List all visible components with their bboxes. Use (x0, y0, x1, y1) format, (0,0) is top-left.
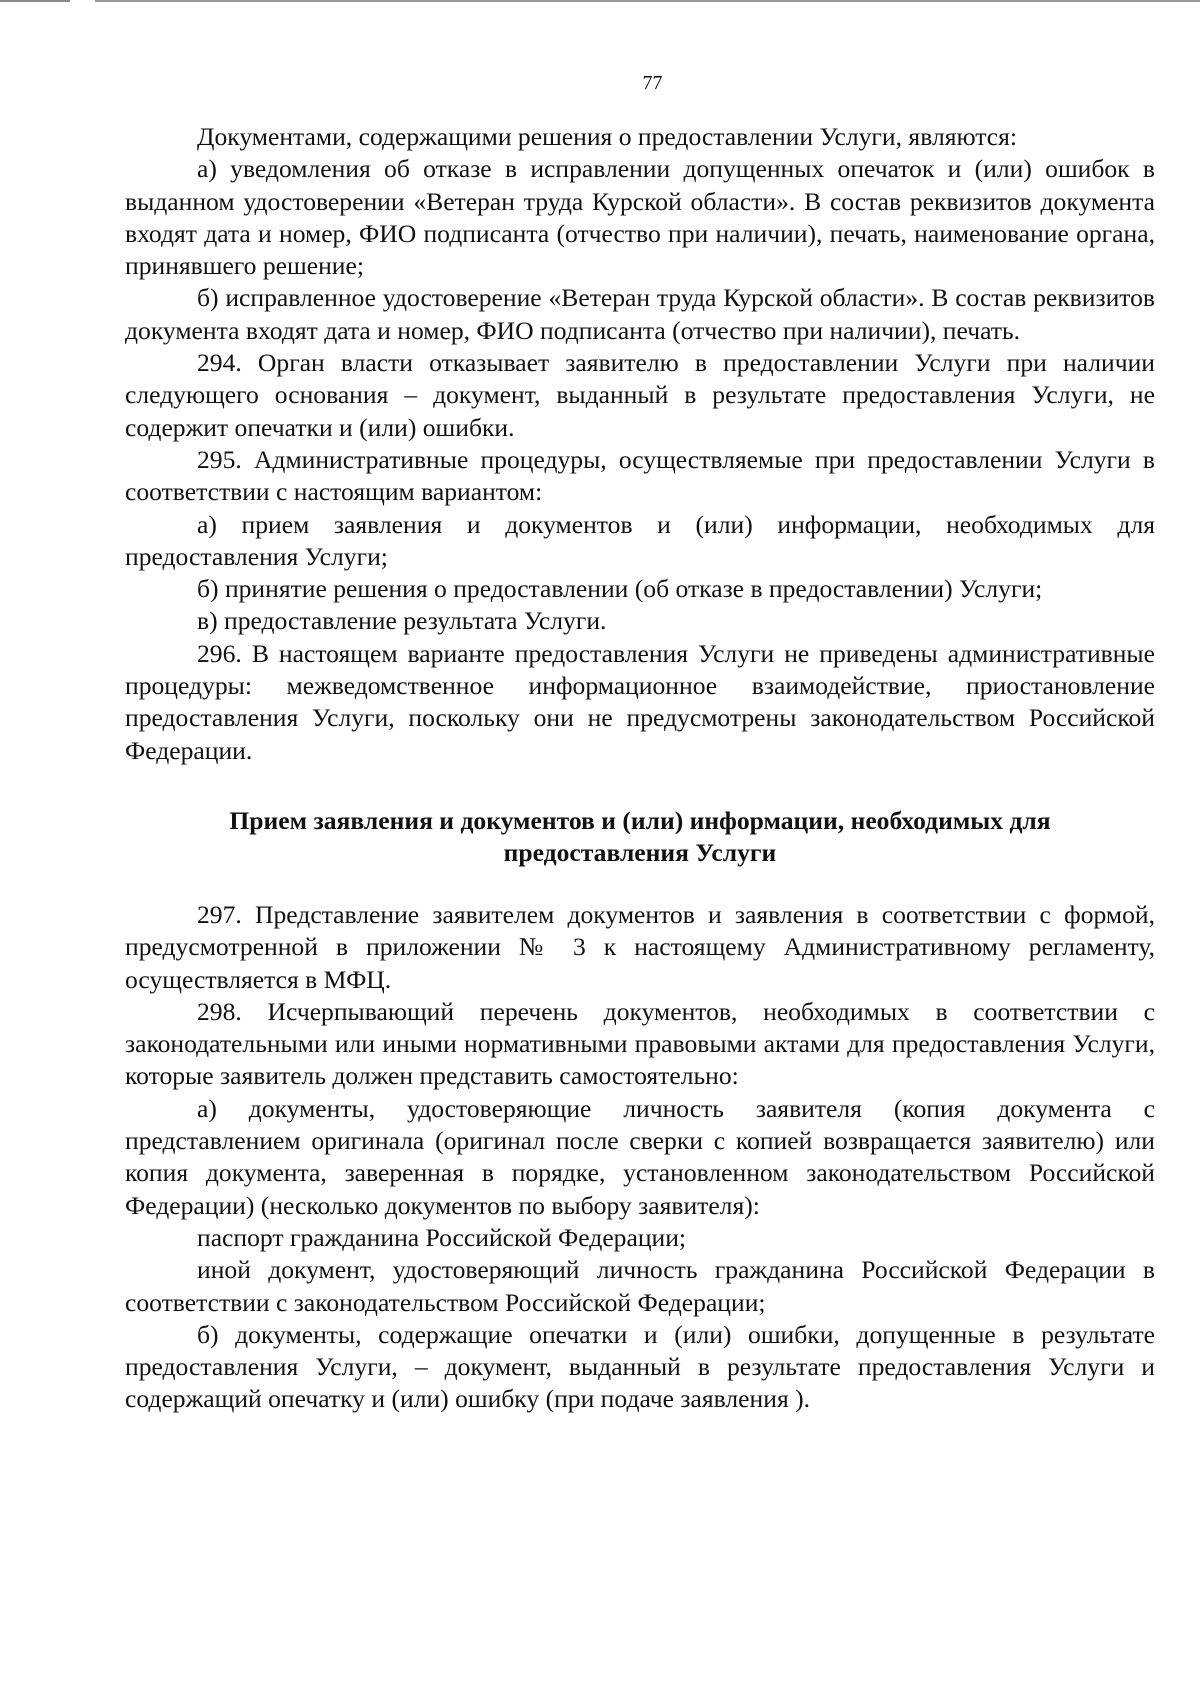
paragraph-documents-intro: Документами, содержащими решения о предоставлении Услуги, являются: (197, 122, 1018, 151)
paragraph-item-b-certificate: б) исправленное удостоверение «Ветеран труда Курской области». В состав реквизитов документа входят дата и номер, ФИО подписанта (отчество при наличии), печать. (125, 283, 1155, 345)
paragraph-item-a-notice: а) уведомления об отказе в исправлении допущенных опечаток и (или) ошибок в выданном удостоверении «Ветеран труда Курской области». В состав реквизитов документа входят дата и номер, ФИО подписанта (отчество при наличии), печать, наименование органа, принявшего решение; (125, 154, 1155, 281)
paragraph-295-c: в) предоставление результата Услуги. (197, 606, 607, 636)
paragraph-298-b: б) документы, содержащие опечатки и (или) ошибки, допущенные в результате предоставления Услуги, – документ, выданный в результате предоставления Услуги и содержащий опечатку и (или) ошибку (при подаче заявления ). (125, 1319, 1155, 1414)
paragraph-298: 298. Исчерпывающий перечень документов, необходимых в соответствии с законодательными или иными нормативными правовыми актами для предоставления Услуги, которые заявитель должен представить самостоятельно: (125, 996, 1155, 1091)
document-page (125, 72, 1155, 1416)
paragraph-passport: паспорт гражданина Российской Федерации; (197, 1222, 687, 1252)
paragraph-295-b: б) принятие решения о предоставлении (об отказе в предоставлении) Услуги; (197, 574, 1043, 604)
paragraph-295: 295. Административные процедуры, осуществляемые при предоставлении Услуги в соответствии с настоящим вариантом: (125, 444, 1155, 507)
paragraph-295-a: а) прием заявления и документов и (или) информации, необходимых для предоставления Услуги; (125, 509, 1155, 571)
scan-edge (0, 0, 1200, 2)
paragraph-297: 297. Представление заявителем документов и заявления в соответствии с формой, предусмотренной в приложении № 3 к настоящему Административному регламенту, осуществляется в МФЦ. (125, 899, 1155, 994)
page-number: 77 (642, 72, 663, 94)
paragraph-296: 296. В настоящем варианте предоставления Услуги не приведены административные процедуры: межведомственное информационное взаимодействие, приостановление предоставления Услуги, поскольку они не предусмотрены законодательством Российской Федерации. (125, 638, 1155, 765)
section-heading-line1: Прием заявления и документов и (или) информации, необходимых для (229, 805, 1051, 835)
paragraph-294: 294. Орган власти отказывает заявителю в предоставлении Услуги при наличии следующего основания – документ, выданный в результате предоставления Услуги, не содержит опечатки и (или) ошибки. (125, 348, 1155, 442)
section-heading (125, 805, 1155, 869)
paragraph-298-a: а) документы, удостоверяющие личность заявителя (копия документа с представлением оригинала (оригинал после сверки с копией возвращается заявителю) или копия документа, заверенная в порядке, установленном законодательством Российской Федерации) (несколько документов по выбору заявителя): (125, 1093, 1155, 1220)
paragraph-other-id: иной документ, удостоверяющий личность гражданина Российской Федерации в соответствии с законодательством Российской Федерации; (125, 1255, 1155, 1317)
section-heading-line2: предоставления Услуги (503, 837, 777, 867)
